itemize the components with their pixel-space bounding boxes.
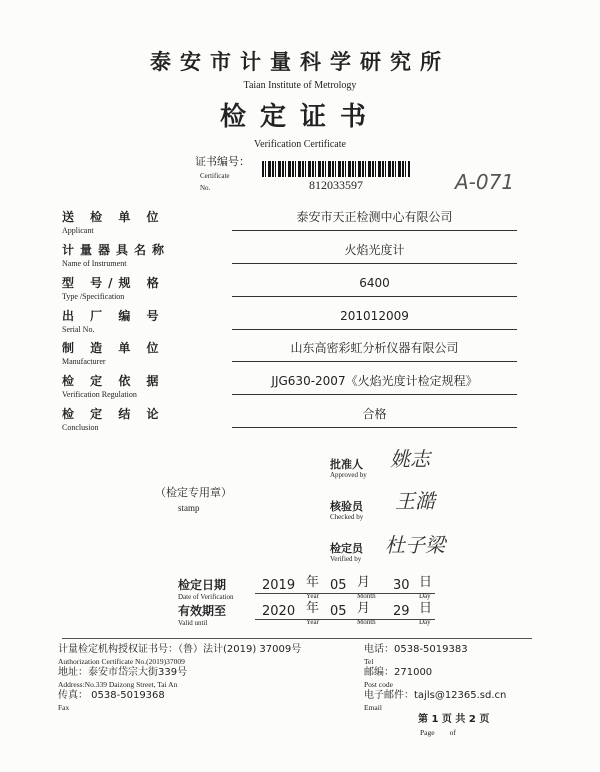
page-number: 第 1 页 共 2 页: [418, 714, 490, 725]
fax-zh: 传真： 0538-5019368: [58, 690, 165, 701]
field-row: [62, 243, 532, 275]
barcode: [262, 161, 410, 177]
field-value: 火焰光度计: [344, 243, 405, 257]
field-row: [62, 210, 532, 242]
year-label: 年: [306, 601, 320, 616]
checked-by: [330, 500, 363, 522]
field-label: 检 定 结 论: [62, 407, 165, 421]
certificate-title-zh: 检定证书: [219, 102, 380, 132]
email-zh: 电子邮件：tajls@12365.sd.cn: [364, 690, 507, 701]
approved-signature: 姚志: [390, 449, 430, 471]
field-row: [62, 374, 532, 406]
month-label-en: Month: [357, 592, 376, 600]
approved-by: [330, 458, 367, 480]
field-value: 山东高密彩虹分析仪器有限公司: [290, 341, 459, 355]
month-label-en: Month: [357, 618, 376, 626]
field-label: 型 号/规 格: [62, 276, 165, 290]
field-underline: [232, 394, 517, 395]
field-underline: [232, 329, 517, 330]
field-label-en: Conclusion: [62, 423, 99, 432]
handwritten-note: A-071: [455, 170, 515, 194]
field-label: 制 造 单 位: [62, 341, 165, 355]
date-label-en: Valid until: [178, 619, 208, 627]
field-row: [62, 309, 532, 341]
field-underline: [232, 361, 517, 362]
day-label: 日: [419, 575, 433, 590]
date-year: 2019: [262, 578, 296, 593]
field-label-en: Type /Specification: [62, 292, 125, 301]
field-label-en: Name of Instrument: [62, 259, 127, 268]
postcode-en: Post code: [364, 680, 393, 689]
field-underline: [232, 427, 517, 428]
date-year: 2020: [262, 604, 296, 619]
day-label-en: Day: [419, 592, 431, 600]
date-underline: [255, 619, 435, 620]
field-label-en: Verification Regulation: [62, 390, 137, 399]
field-label: 出 厂 编 号: [62, 309, 165, 323]
verified-by-label-en: Verified by: [330, 555, 362, 564]
institute-name-en: Taian Institute of Metrology: [243, 80, 357, 91]
date-day: 30: [393, 578, 410, 593]
verified-signature: 杜子梁: [385, 535, 445, 557]
certificate-label: 证书编号：: [195, 155, 250, 168]
stamp-label: （检定专用章）: [155, 486, 232, 499]
certificate-no-label-en: No.: [200, 184, 211, 192]
date-month: 05: [330, 578, 347, 593]
year-label: 年: [306, 575, 320, 590]
field-row: [62, 341, 532, 373]
month-label: 月: [357, 575, 371, 590]
day-label-en: Day: [419, 618, 431, 626]
field-label-en: Applicant: [62, 226, 94, 235]
field-label: 计量器具名称: [62, 243, 171, 257]
field-underline: [232, 230, 517, 231]
date-label: 检定日期: [178, 578, 227, 592]
field-label: 检 定 依 据: [62, 374, 165, 388]
email-en: Email: [364, 703, 382, 712]
certificate-label-en: Certificate: [200, 172, 230, 180]
year-label-en: Year: [306, 592, 319, 600]
tel-en: Tel: [364, 657, 374, 666]
field-underline: [232, 296, 517, 297]
footer-divider: [62, 638, 532, 639]
approved-by-label: 批准人: [330, 458, 363, 471]
page-number-en: Page of: [420, 728, 456, 737]
authorization-en: Authorization Certificate No.(2019)37009: [58, 657, 185, 666]
approved-by-label-en: Approved by: [330, 471, 367, 480]
field-row: [62, 407, 532, 439]
field-label: 送 检 单 位: [62, 210, 165, 224]
checked-by-label-en: Checked by: [330, 513, 364, 522]
verified-by: [330, 542, 363, 564]
year-label-en: Year: [306, 618, 319, 626]
tel-zh: 电话：0538-5019383: [364, 644, 468, 655]
address-en: Address:No.339 Daizong Street, Tai An: [58, 680, 178, 689]
postcode-zh: 邮编：271000: [364, 667, 433, 678]
day-label: 日: [419, 601, 433, 616]
address-zh: 地址：泰安市岱宗大街339号: [58, 667, 188, 678]
certificate-number: 812033597: [309, 178, 363, 192]
date-label: 有效期至: [178, 604, 227, 618]
month-label: 月: [357, 601, 371, 616]
field-value: 6400: [359, 276, 390, 290]
field-label-en: Manufacturer: [62, 357, 106, 366]
fax-en: Fax: [58, 703, 70, 712]
field-value: 泰安市天正检测中心有限公司: [296, 210, 453, 224]
date-underline: [255, 593, 435, 594]
field-row: [62, 276, 532, 308]
field-value: 合格: [362, 407, 387, 421]
institute-name-zh: 泰安市计量科学研究所: [150, 50, 450, 74]
stamp-label-en: stamp: [178, 503, 200, 513]
verified-by-label: 检定员: [330, 542, 363, 555]
field-underline: [232, 263, 517, 264]
checked-by-label: 核验员: [330, 500, 363, 513]
date-label-en: Date of Verification: [178, 593, 234, 601]
field-label-en: Serial No.: [62, 325, 95, 334]
date-month: 05: [330, 604, 347, 619]
certificate-title-en: Verification Certificate: [254, 139, 346, 150]
field-value: JJG630-2007《火焰光度计检定规程》: [271, 374, 478, 388]
authorization-zh: 计量检定机构授权证书号：（鲁）法计(2019) 37009号: [58, 644, 302, 655]
date-day: 29: [393, 604, 410, 619]
field-value: 201012009: [340, 309, 409, 323]
checked-signature: 王澔: [395, 491, 435, 513]
